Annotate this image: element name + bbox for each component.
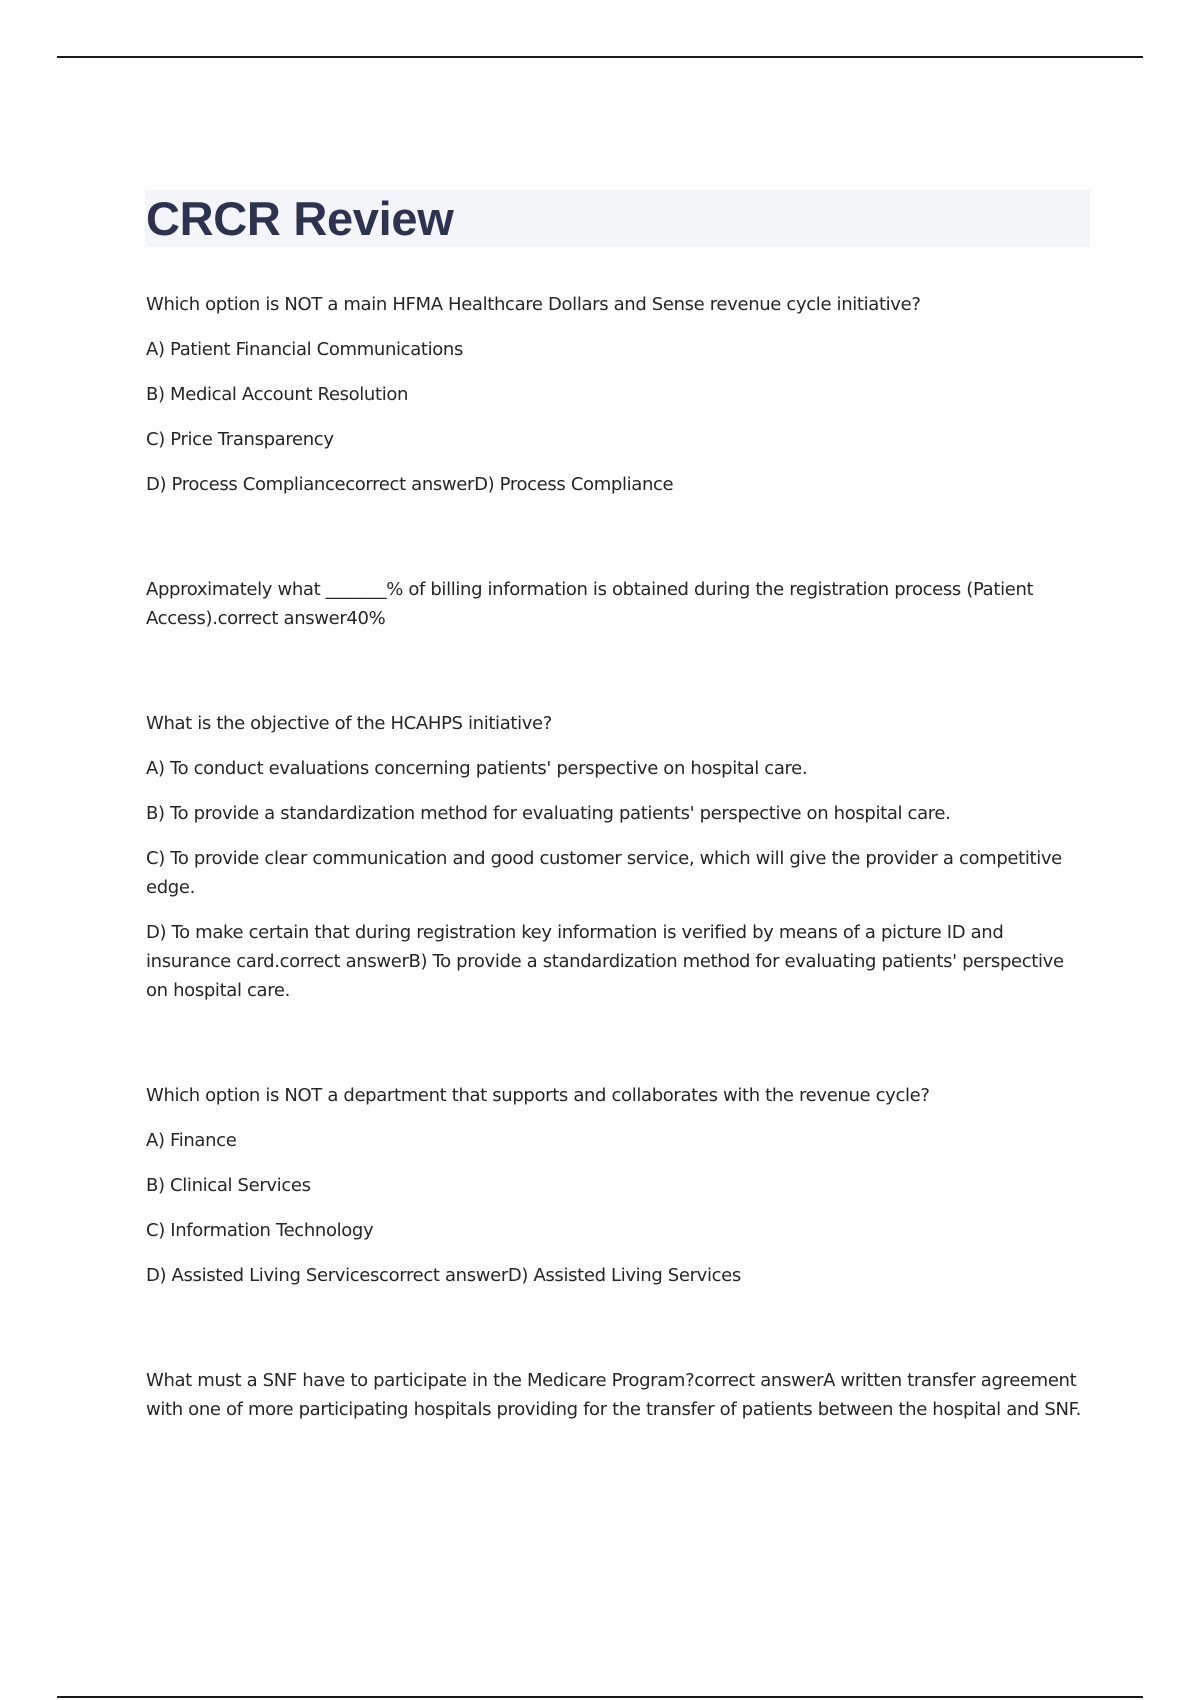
question-text-with-answer: What must a SNF have to participate in the Medicare Program?correct answerA written transfer agreement with one of more participating hospitals providing for the transfer of patients between the hospital and SNF. (146, 1370, 1082, 1420)
question-block-5 (146, 1366, 1086, 1424)
question-block-2 (146, 575, 1086, 633)
question-text-with-answer: Approximately what _______% of billing information is obtained during the registration process (Patient Access).correct answer40% (146, 579, 1034, 629)
option-a: A) To conduct evaluations concerning patients' perspective on hospital care. (146, 758, 808, 779)
option-a: A) Patient Financial Communications (146, 339, 463, 360)
option-c: C) To provide clear communication and good customer service, which will give the provider a competitive edge. (146, 848, 1062, 898)
document-title: CRCR Review (146, 192, 454, 245)
option-b: B) Medical Account Resolution (146, 384, 409, 405)
question-block-4 (146, 1081, 1086, 1290)
option-c: C) Information Technology (146, 1220, 374, 1241)
bottom-rule (57, 1696, 1143, 1698)
option-c: C) Price Transparency (146, 429, 334, 450)
document-body (146, 290, 1086, 1440)
question-block-1 (146, 290, 1086, 499)
question-block-3 (146, 709, 1086, 1005)
option-b: B) To provide a standardization method for evaluating patients' perspective on hospital care. (146, 803, 951, 824)
option-b: B) Clinical Services (146, 1175, 311, 1196)
option-d-with-answer: D) Assisted Living Servicescorrect answerD) Assisted Living Services (146, 1265, 741, 1286)
option-d-with-answer: D) Process Compliancecorrect answerD) Process Compliance (146, 474, 674, 495)
question-text: What is the objective of the HCAHPS initiative? (146, 713, 552, 734)
question-text: Which option is NOT a main HFMA Healthcare Dollars and Sense revenue cycle initiative? (146, 294, 921, 315)
question-text: Which option is NOT a department that supports and collaborates with the revenue cycle? (146, 1085, 930, 1106)
option-a: A) Finance (146, 1130, 237, 1151)
option-d-with-answer: D) To make certain that during registration key information is verified by means of a picture ID and insurance card.correct answerB) To provide a standardization method for evaluating patients' perspective on hospital care. (146, 922, 1064, 1001)
top-rule (57, 56, 1143, 58)
